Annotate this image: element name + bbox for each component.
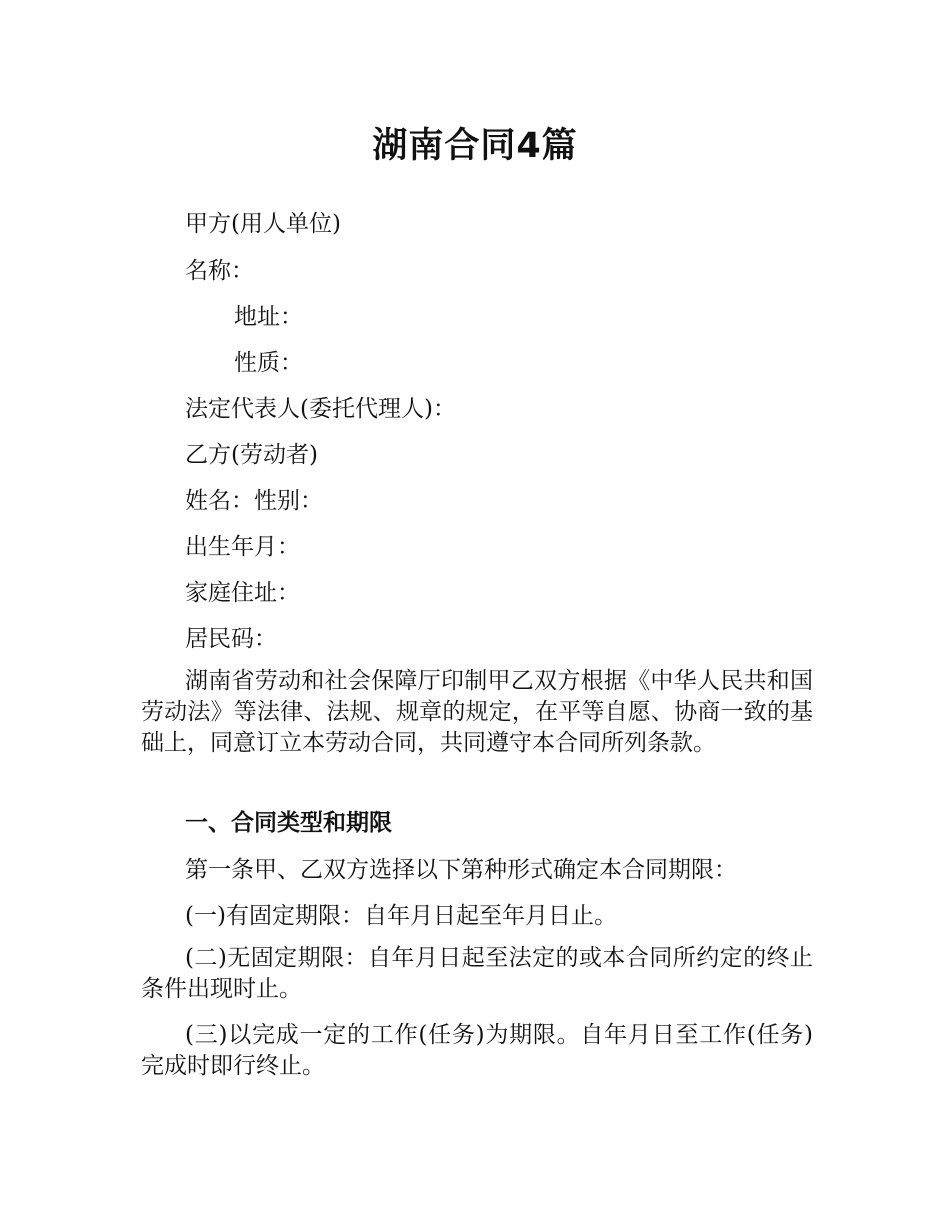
party-b-name-gender-label: 姓名：性别： bbox=[185, 488, 323, 514]
term-option-3: (三)以完成一定的工作(任务)为期限。自年月日至工作(任务)完成时即行终止。 bbox=[141, 1022, 813, 1079]
party-b-header: 乙方(劳动者) bbox=[185, 442, 318, 468]
party-a-address-label: 地址： bbox=[234, 304, 303, 330]
party-a-nature-label: 性质： bbox=[234, 350, 303, 376]
party-a-name-label: 名称： bbox=[185, 258, 254, 284]
document-title: 湖南合同4篇 bbox=[372, 126, 578, 166]
party-a-legal-rep-label: 法定代表人(委托代理人)： bbox=[185, 396, 456, 422]
party-b-id-code-label: 居民码： bbox=[185, 626, 277, 652]
party-b-birth-label: 出生年月： bbox=[185, 534, 300, 560]
article-1: 第一条甲、乙双方选择以下第种形式确定本合同期限： bbox=[185, 857, 737, 883]
party-b-home-address-label: 家庭住址： bbox=[185, 580, 300, 606]
section-heading: 一、合同类型和期限 bbox=[185, 810, 392, 836]
term-option-2: (二)无固定期限：自年月日起至法定的或本合同所约定的终止条件出现时止。 bbox=[141, 945, 813, 1002]
term-option-1: (一)有固定期限：自年月日起至年月日止。 bbox=[185, 903, 617, 929]
intro-paragraph: 湖南省劳动和社会保障厅印制甲乙双方根据《中华人民共和国劳动法》等法律、法规、规章的规定，在平等自愿、协商一致的基础上，同意订立本劳动合同，共同遵守本合同所列条款。 bbox=[141, 668, 813, 756]
party-a-header: 甲方(用人单位) bbox=[185, 211, 341, 237]
